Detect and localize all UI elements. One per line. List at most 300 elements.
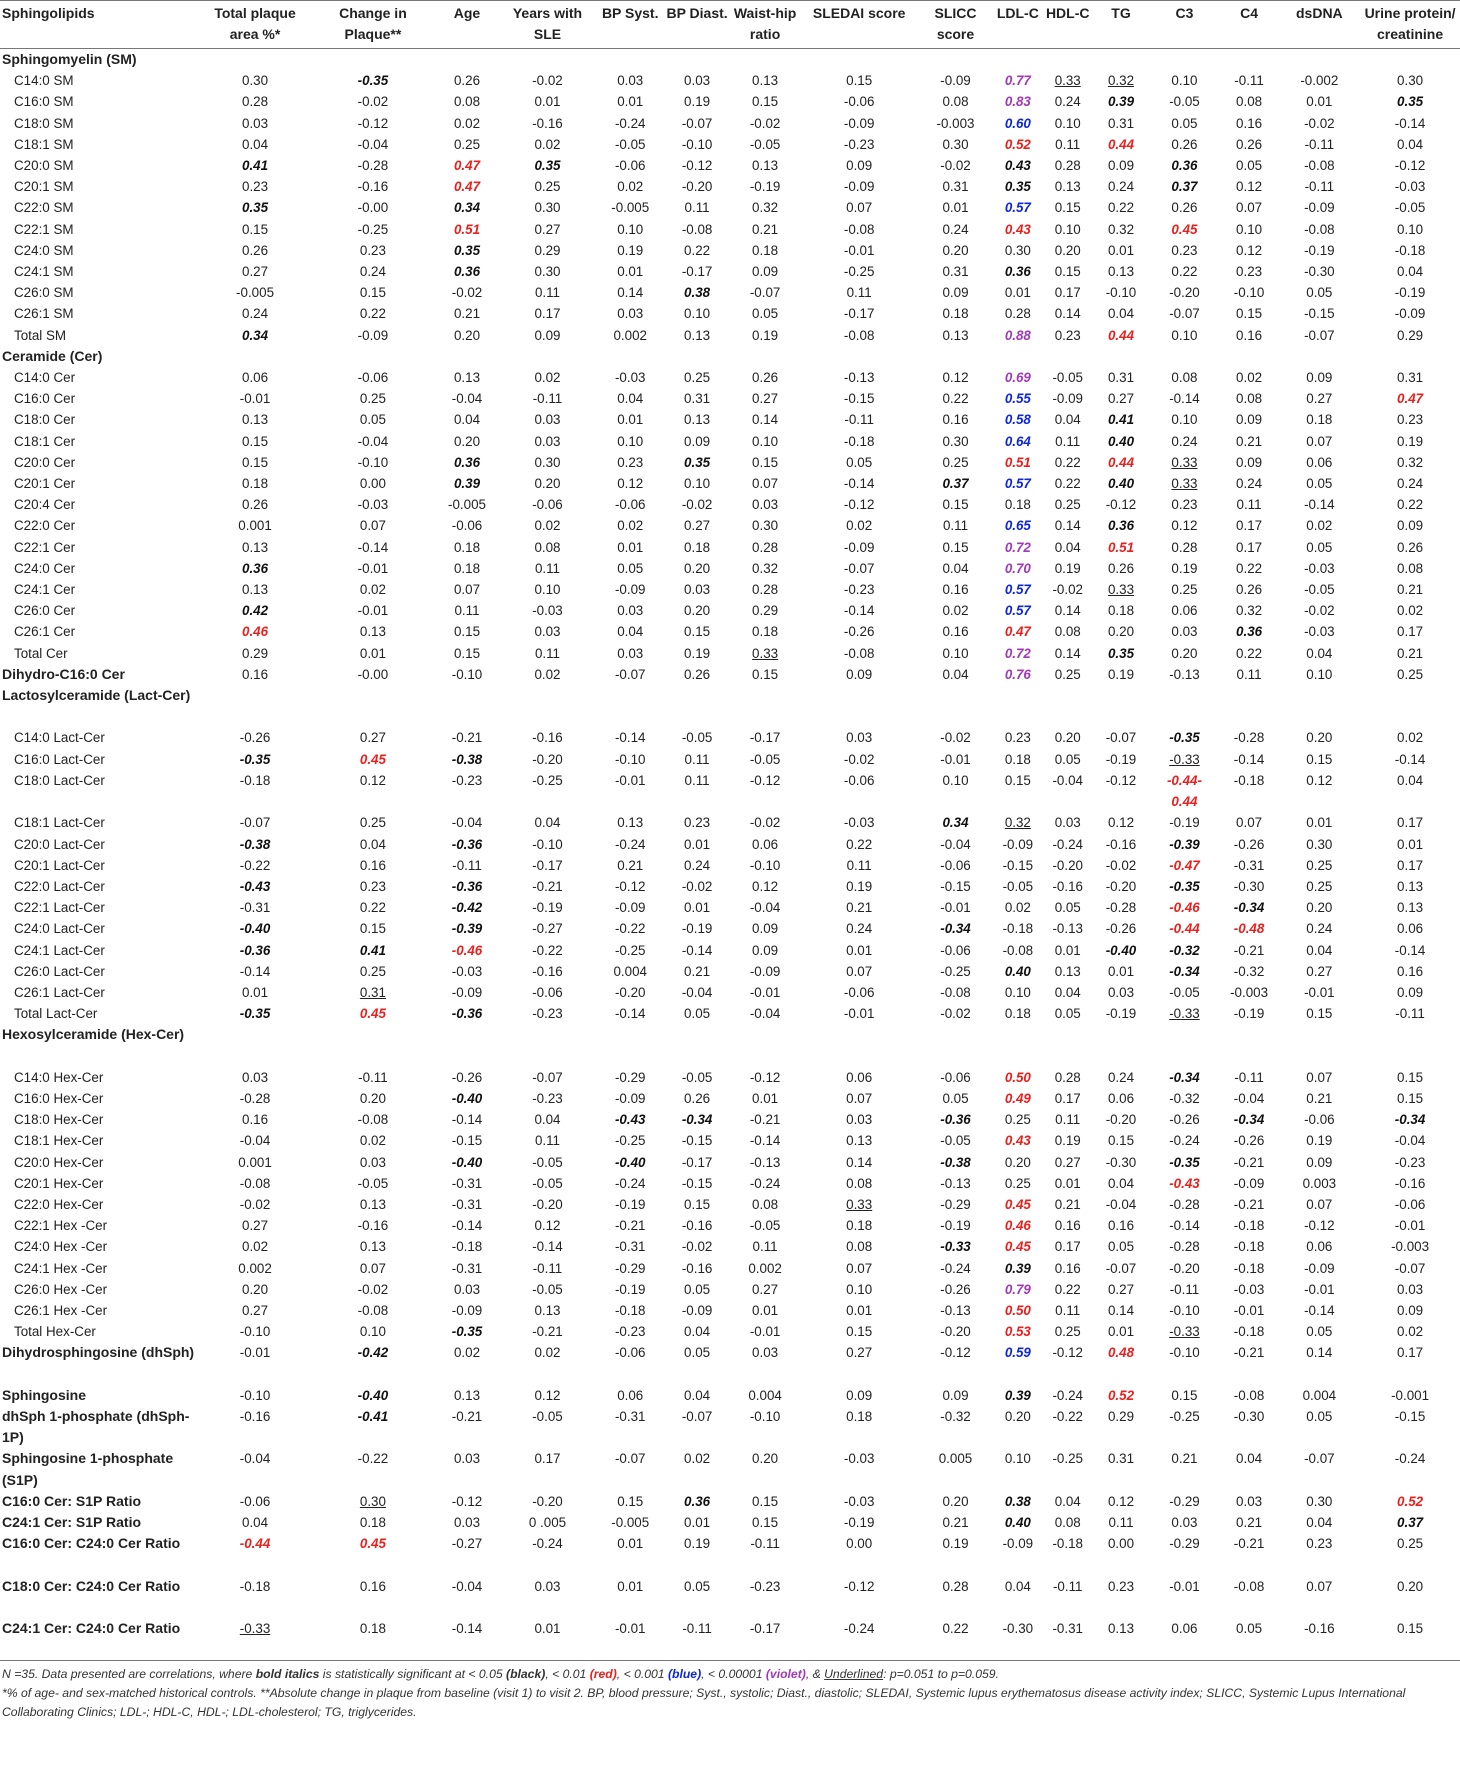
table-cell: 0.14 (1107, 1302, 1135, 1318)
table-cell: -0.08 (843, 645, 875, 661)
table-cell: 0.30 (1306, 836, 1333, 852)
table-cell: -0.18 (843, 433, 875, 449)
row-label: C14:0 Hex-Cer (14, 1069, 104, 1085)
table-cell: -0.21 (451, 730, 483, 746)
table-cell (200, 1024, 311, 1066)
table-cell: 0.30 (1004, 242, 1031, 258)
table-cell: -0.18 (1394, 242, 1426, 258)
table-cell: -0.12 (843, 497, 875, 513)
table-cell: -0.02 (1304, 115, 1335, 131)
table-cell: -0.14 (451, 1112, 483, 1128)
column-header: Years with SLE (512, 5, 583, 42)
table-cell: 0.12 (942, 370, 969, 386)
table-cell: 0.05 (1236, 158, 1263, 174)
table-cell: -0.21 (532, 878, 563, 894)
table-cell: 0.14 (846, 1154, 873, 1170)
table-cell (993, 49, 1043, 71)
table-cell: -0.19 (1304, 242, 1335, 258)
table-cell: -0.16 (532, 730, 563, 746)
table-cell: -0.03 (843, 815, 875, 831)
row-label: C18:1 Cer (14, 433, 76, 449)
table-cell: 0.21 (1236, 433, 1263, 449)
table-cell: -0.28 (1233, 730, 1265, 746)
table-cell: 0.25 (684, 370, 711, 386)
table-cell: 0.35 (684, 454, 711, 470)
table-cell: -0.04 (239, 1133, 271, 1149)
table-cell: 0.04 (617, 624, 644, 640)
column-header: SLICC score (934, 5, 977, 42)
table-cell (664, 346, 730, 367)
table-row (0, 409, 1460, 430)
table-cell: 0.05 (684, 1345, 711, 1361)
table-cell: 0.05 (684, 1578, 711, 1594)
table-cell: -0.06 (532, 984, 563, 1000)
table-cell: -0.13 (940, 1302, 971, 1318)
table-cell: -0.04 (681, 984, 713, 1000)
table-cell: 0.01 (617, 264, 644, 280)
table-cell: -0.07 (1169, 306, 1200, 322)
table-cell: -0.03 (614, 370, 646, 386)
table-cell: 0.02 (453, 115, 481, 131)
table-cell: 0.21 (684, 963, 711, 979)
table-cell: 0.04 (1054, 412, 1081, 428)
table-cell: -0.05 (532, 1281, 563, 1297)
table-cell: -0.44- 0.44 (1166, 772, 1202, 810)
table-cell: 0.15 (1107, 1133, 1135, 1149)
table-cell: 0.12 (752, 878, 779, 894)
table-cell: 0.07 (453, 582, 481, 598)
table-cell: -0.09 (843, 115, 875, 131)
table-cell: -0.21 (1233, 1196, 1265, 1212)
table-cell: 0.27 (359, 730, 386, 746)
table-cell: -0.42 (357, 1345, 389, 1361)
table-cell: -0.01 (940, 751, 971, 767)
table-cell: 0.18 (242, 476, 269, 492)
table-cell: 0.03 (846, 730, 873, 746)
table-cell: 0.04 (1306, 645, 1333, 661)
table-cell: 0.16 (1236, 115, 1263, 131)
table-cell: 0.21 (1397, 645, 1424, 661)
table-cell: -0.12 (451, 1493, 483, 1509)
table-cell (1220, 346, 1279, 367)
table-cell: 0.18 (359, 1514, 386, 1530)
row-label: Total Hex-Cer (14, 1324, 96, 1340)
table-cell: 0.23 (617, 454, 644, 470)
table-row (0, 1152, 1460, 1173)
table-cell: 0.50 (1004, 1069, 1031, 1085)
table-cell: -0.04 (940, 836, 971, 852)
table-cell: -0.20 (532, 1196, 563, 1212)
table-cell: 0.003 (1302, 1175, 1337, 1191)
column-header: C4 (1240, 5, 1259, 21)
table-cell: 0.21 (846, 900, 873, 916)
column-header: Change in Plaque** (339, 5, 407, 42)
table-cell: 0.21 (1236, 1514, 1263, 1530)
table-cell: -0.20 (1105, 1112, 1137, 1128)
table-cell: -0.34 (681, 1112, 713, 1128)
table-cell: 0.20 (1004, 1154, 1031, 1170)
table-cell: 0.30 (359, 1493, 386, 1509)
table-cell: 0.13 (752, 158, 779, 174)
table-cell: 0.39 (1107, 94, 1135, 110)
table-row (0, 537, 1460, 558)
table-cell: -0.14 (843, 476, 875, 492)
table-cell: 0.09 (942, 285, 969, 301)
table-cell: 0.06 (1171, 1620, 1198, 1636)
table-cell: -0.14 (239, 963, 271, 979)
table-cell: 0.03 (1171, 624, 1198, 640)
table-cell: -0.30 (1304, 264, 1335, 280)
column-header: BP Diast. (666, 5, 728, 21)
table-cell: -0.34 (1233, 900, 1265, 916)
row-label: C24:0 SM (14, 242, 74, 258)
table-cell: -0.01 (239, 391, 271, 407)
table-cell: -0.32 (940, 1408, 971, 1424)
row-label: C26:0 Hex -Cer (14, 1281, 108, 1297)
table-cell: -0.09 (451, 1302, 483, 1318)
table-cell: 0.18 (942, 306, 969, 322)
table-row (0, 134, 1460, 155)
table-cell: -0.11 (1304, 136, 1335, 152)
table-cell: -0.12 (681, 158, 713, 174)
table-cell: -0.17 (681, 264, 713, 280)
row-label: C20:1 SM (14, 179, 74, 195)
table-cell: -0.01 (1394, 1218, 1426, 1234)
table-cell: 0.32 (1107, 221, 1135, 237)
table-cell: 0.03 (846, 1112, 873, 1128)
table-cell: -0.01 (843, 1006, 875, 1022)
table-cell: -0.05 (1304, 582, 1335, 598)
table-cell: 0.01 (684, 900, 711, 916)
row-label: Total SM (14, 327, 67, 343)
table-cell: -0.05 (681, 730, 713, 746)
table-cell: -0.04 (239, 1451, 271, 1467)
table-cell: -0.14 (614, 730, 646, 746)
table-cell: 0.25 (359, 391, 386, 407)
table-cell: 0.25 (1306, 878, 1333, 894)
table-cell: 0.41 (242, 158, 269, 174)
table-cell: 0.04 (1397, 264, 1424, 280)
table-cell: 0.17 (1236, 539, 1263, 555)
table-cell: -0.12 (1105, 497, 1137, 513)
table-cell (435, 685, 498, 727)
table-cell: 0.47 (1004, 624, 1031, 640)
table-row (0, 325, 1460, 346)
table-cell (435, 1024, 498, 1066)
table-cell: -0.02 (681, 497, 713, 513)
row-label: Dihydrosphingosine (dhSph) (2, 1344, 195, 1361)
table-cell: 0.37 (1171, 179, 1198, 195)
table-cell: 0.25 (359, 815, 386, 831)
table-cell: 0.15 (752, 1514, 779, 1530)
table-cell: -0.27 (532, 921, 563, 937)
table-cell (918, 49, 993, 71)
table-cell: 0.36 (1107, 518, 1135, 534)
table-cell (993, 1024, 1043, 1066)
table-cell: 0.12 (1236, 242, 1263, 258)
table-cell: -0.06 (614, 497, 646, 513)
table-cell: 0.05 (1054, 1006, 1081, 1022)
table-cell: 0.005 (938, 1451, 973, 1467)
table-cell: -0.12 (1394, 158, 1426, 174)
table-cell: 0.11 (1055, 433, 1081, 449)
table-cell: 0.35 (453, 242, 481, 258)
table-cell: 0.02 (1397, 603, 1424, 619)
row-label: C18:0 Cer (14, 412, 76, 428)
table-cell: 0.19 (1306, 1133, 1333, 1149)
table-cell: -0.03 (357, 497, 389, 513)
table-cell: 0.44 (1107, 327, 1135, 343)
section-row (0, 1533, 1460, 1575)
row-label: C24:0 Lact-Cer (14, 921, 105, 937)
table-cell: 0.31 (942, 264, 969, 280)
table-cell: -0.24 (1052, 1387, 1083, 1403)
table-cell: 0.17 (1397, 624, 1424, 640)
section-row (0, 1618, 1460, 1661)
table-cell (596, 49, 664, 71)
table-cell: 0.06 (1107, 1090, 1135, 1106)
table-row (0, 367, 1460, 388)
table-cell: -0.10 (239, 1387, 271, 1403)
table-cell: -0.005 (236, 285, 275, 301)
table-cell: 0.10 (752, 433, 779, 449)
table-cell: 0.05 (1171, 115, 1198, 131)
table-cell: 0.07 (1236, 815, 1263, 831)
table-cell: 0.10 (1397, 221, 1424, 237)
table-cell: 0.004 (613, 963, 647, 979)
table-cell: 0.25 (359, 963, 386, 979)
row-label: C24:1 Cer: C24:0 Cer Ratio (2, 1619, 181, 1636)
table-cell: 0.00 (1107, 1536, 1135, 1552)
table-cell: -0.31 (239, 900, 271, 916)
table-cell: 0.27 (752, 391, 779, 407)
table-cell: -0.13 (749, 1154, 781, 1170)
table-cell: 0.02 (534, 518, 561, 534)
table-cell: -0.12 (843, 1578, 875, 1594)
table-cell: 0.03 (617, 73, 644, 89)
table-cell: -0.05 (532, 1154, 563, 1170)
table-cell: 0.05 (1306, 1408, 1333, 1424)
table-row (0, 727, 1460, 748)
table-row (0, 1258, 1460, 1279)
table-cell: -0.24 (843, 1620, 875, 1636)
table-cell: 0.04 (617, 391, 644, 407)
table-cell: -0.10 (749, 857, 781, 873)
table-cell: 0.01 (242, 984, 269, 1000)
table-cell: 0.34 (942, 815, 969, 831)
table-cell: 0.41 (1107, 412, 1135, 428)
table-cell: 0.19 (1054, 1133, 1081, 1149)
table-cell: 0.23 (359, 242, 386, 258)
table-cell: 0.01 (1107, 242, 1135, 258)
table-cell: -0.31 (614, 1239, 646, 1255)
table-cell: -0.25 (614, 1133, 646, 1149)
table-cell: 0.23 (242, 179, 269, 195)
table-cell: -0.19 (614, 1281, 646, 1297)
table-cell: 0.17 (1054, 1090, 1081, 1106)
table-cell: -0.05 (681, 1069, 713, 1085)
table-cell: -0.14 (1169, 1218, 1200, 1234)
table-cell: 0.23 (1171, 242, 1198, 258)
table-cell: -0.13 (940, 1175, 971, 1191)
table-cell: -0.15 (681, 1175, 713, 1191)
table-cell: 0.24 (1107, 1069, 1135, 1085)
table-cell: 0.24 (1107, 179, 1135, 195)
table-cell: 0.57 (1004, 582, 1031, 598)
table-cell: -0.18 (1002, 921, 1034, 937)
section-row (0, 1024, 1460, 1066)
row-label: dhSph 1-phosphate (dhSph-1P) (2, 1407, 190, 1446)
table-cell: -0.01 (357, 560, 389, 576)
table-cell: 0.33 (1107, 582, 1135, 598)
table-cell: 0.15 (453, 645, 481, 661)
table-row (0, 1173, 1460, 1194)
table-cell: 0.03 (453, 1281, 481, 1297)
table-cell: -0.14 (1394, 751, 1426, 767)
table-cell (311, 685, 436, 727)
table-cell: -0.24 (1052, 836, 1083, 852)
table-footnote (0, 1661, 1460, 1722)
table-cell: -0.05 (532, 1408, 563, 1424)
table-cell: -0.06 (1394, 1196, 1426, 1212)
table-cell (1149, 346, 1219, 367)
table-cell: 0.28 (752, 582, 779, 598)
table-cell: 0.13 (1054, 179, 1081, 195)
table-cell: 0.17 (1054, 1239, 1081, 1255)
table-cell: -0.21 (532, 1324, 563, 1340)
table-cell: 0.25 (1054, 666, 1081, 682)
table-cell: -0.34 (1233, 1112, 1265, 1128)
table-cell: 0.14 (752, 412, 779, 428)
row-label: C18:0 Hex-Cer (14, 1112, 104, 1128)
table-cell: -0.19 (749, 179, 781, 195)
table-cell: 0.15 (242, 221, 269, 237)
table-cell: -0.34 (940, 921, 971, 937)
table-cell: -0.33 (940, 1239, 971, 1255)
table-cell: -0.06 (843, 984, 875, 1000)
table-cell: 0.11 (752, 1239, 778, 1255)
table-cell: -0.43 (239, 878, 271, 894)
column-header: Waist-hip ratio (733, 5, 797, 42)
table-cell: 0.24 (684, 857, 711, 873)
table-cell: 0.09 (1236, 454, 1263, 470)
table-cell: 0.01 (846, 1302, 873, 1318)
table-cell: 0.77 (1004, 73, 1031, 89)
table-cell: 0.24 (846, 921, 873, 937)
table-cell: 0.16 (359, 857, 386, 873)
table-cell: -0.36 (940, 1112, 971, 1128)
table-cell: -0.03 (1394, 179, 1426, 195)
table-cell: 0.02 (617, 179, 644, 195)
table-cell: 0.72 (1004, 645, 1031, 661)
table-cell: -0.28 (357, 158, 389, 174)
table-cell: 0.30 (1306, 1493, 1333, 1509)
table-cell (1093, 346, 1150, 367)
table-cell: -0.20 (1052, 857, 1083, 873)
table-cell: 0.52 (1004, 136, 1031, 152)
table-cell: 0.09 (846, 158, 873, 174)
column-header: HDL-C (1045, 5, 1090, 21)
table-cell: 0.45 (359, 751, 386, 767)
table-cell: 0.23 (1306, 1536, 1333, 1552)
table-cell: 0.04 (1397, 136, 1424, 152)
table-cell: 0.32 (1107, 73, 1135, 89)
table-cell: 0.03 (752, 497, 779, 513)
table-cell: -0.16 (1052, 878, 1083, 894)
section-row (0, 664, 1460, 685)
table-cell: 0.03 (1054, 815, 1081, 831)
table-cell: 0.04 (534, 815, 561, 831)
table-cell: 0.35 (242, 200, 269, 216)
table-row (0, 897, 1460, 918)
table-cell: -0.14 (614, 1006, 646, 1022)
table-cell: -0.14 (1233, 751, 1265, 767)
table-cell: -0.08 (357, 1112, 389, 1128)
table-cell (596, 685, 664, 727)
row-label: Sphingomyelin (SM) (2, 51, 137, 67)
table-cell: 0.27 (1054, 1154, 1081, 1170)
table-cell: 0.01 (1107, 963, 1135, 979)
table-cell: 0.60 (1004, 115, 1031, 131)
table-cell: -0.11 (1304, 179, 1335, 195)
table-cell: -0.14 (843, 603, 875, 619)
table-cell: 0.25 (1306, 857, 1333, 873)
table-cell: -0.40 (239, 921, 271, 937)
table-cell: 0.13 (752, 73, 779, 89)
table-cell: -0.19 (681, 921, 713, 937)
table-cell: 0.43 (1004, 221, 1031, 237)
table-cell: 0.09 (846, 1387, 873, 1403)
table-cell: 0.18 (359, 1620, 386, 1636)
table-cell: -0.22 (1052, 1408, 1083, 1424)
table-cell: -0.18 (1233, 772, 1265, 788)
table-cell: 0.25 (1171, 582, 1198, 598)
table-cell: -0.18 (451, 1239, 483, 1255)
table-cell: 0.29 (1397, 327, 1424, 343)
table-cell: 0.15 (242, 454, 269, 470)
table-cell: 0.03 (617, 603, 644, 619)
table-cell (664, 685, 730, 727)
table-cell: -0.24 (614, 836, 646, 852)
table-cell: 0.18 (1306, 412, 1333, 428)
table-cell: -0.02 (681, 1239, 713, 1255)
table-cell: 0.00 (846, 1536, 873, 1552)
table-cell: 0.31 (1107, 1451, 1135, 1467)
table-cell (1043, 49, 1093, 71)
row-label: C20:0 Hex-Cer (14, 1154, 104, 1170)
table-cell: 0.26 (684, 666, 711, 682)
table-cell (311, 49, 436, 71)
table-cell: -0.10 (239, 1324, 271, 1340)
table-cell: 0.23 (684, 815, 711, 831)
row-label: C16:0 Cer (14, 391, 76, 407)
table-cell: -0.20 (681, 179, 713, 195)
table-cell: 0.16 (1397, 963, 1424, 979)
table-cell: 0.22 (359, 900, 386, 916)
table-cell: 0.64 (1004, 433, 1031, 449)
table-cell: -0.09 (614, 582, 646, 598)
table-cell: 0.25 (1004, 1175, 1031, 1191)
table-cell: -0.04 (451, 391, 483, 407)
table-cell: 0.20 (1397, 1578, 1424, 1594)
table-cell: -0.11 (358, 1069, 388, 1085)
table-cell: 0.26 (242, 242, 269, 258)
table-cell: -0.33 (1169, 751, 1200, 767)
table-cell: 0.40 (1004, 963, 1031, 979)
table-cell: 0.01 (534, 94, 561, 110)
table-cell: 0.10 (534, 582, 561, 598)
table-cell: 0.24 (1306, 921, 1333, 937)
